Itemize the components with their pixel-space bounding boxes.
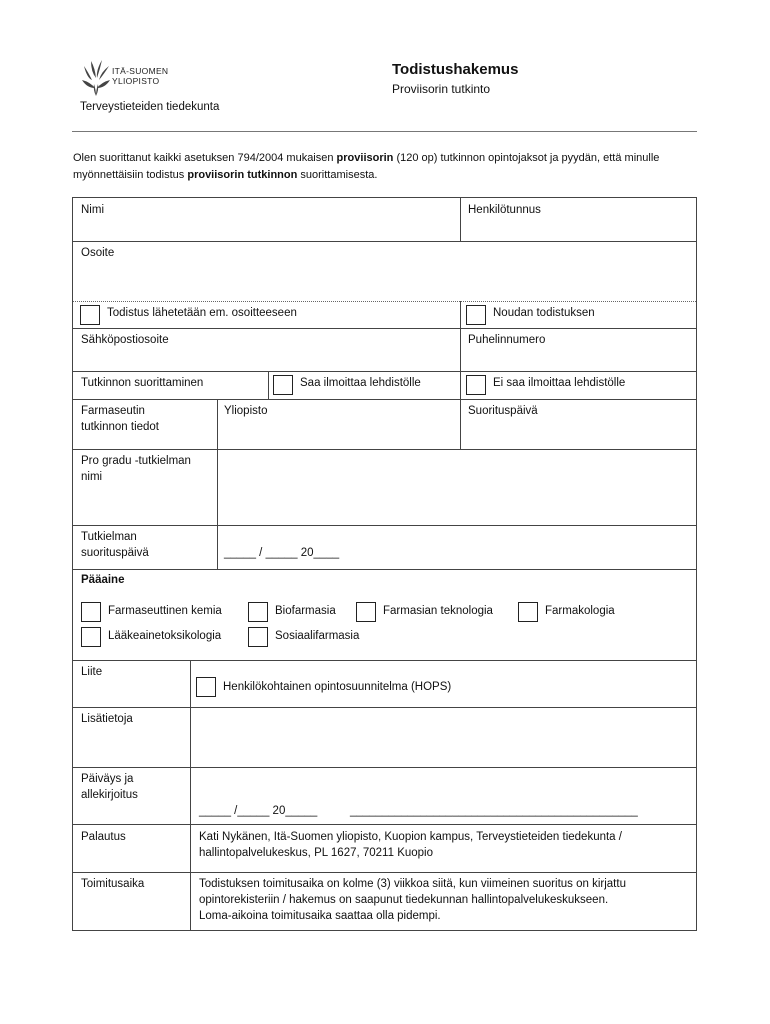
signature-date-field[interactable]: _____ /_____ 20_____ [199,805,318,817]
major-option: Farmakologia [545,605,615,617]
signature-label: Päiväys ja allekirjoitus [81,773,138,801]
col-divider [460,198,461,241]
faculty-name: Terveystieteiden tiedekunta [80,101,220,113]
completion-date-label: Suorituspäivä [468,405,538,417]
thesis-name-label: Pro gradu -tutkielman nimi [81,455,191,483]
row-divider [73,872,696,873]
major-option: Sosiaalifarmasia [275,630,360,642]
major-checkbox[interactable] [518,602,538,622]
row-divider [73,301,696,302]
send-to-address-label: Todistus lähetetään em. osoitteeseen [107,307,297,319]
send-to-address-checkbox[interactable] [80,305,100,325]
ssn-label: Henkilötunnus [468,204,541,216]
col-divider [217,399,218,449]
pharm-degree-label: Farmaseutin tutkinnon tiedot [81,405,160,433]
return-label: Palautus [81,831,126,843]
major-label: Pääaine [81,574,125,586]
major-checkbox[interactable] [81,602,101,622]
major-option: Farmasian teknologia [383,605,493,617]
logo-text: ITÄ-SUOMEN YLIOPISTO [112,66,169,86]
may-publish-checkbox[interactable] [273,375,293,395]
attachment-label: Liite [81,666,103,678]
row-divider [73,660,696,661]
thesis-date-label: Tutkielman suorituspäivä [81,531,149,559]
delivery-time-label: Toimitusaika [81,878,145,890]
name-label: Nimi [81,204,104,216]
pick-up-checkbox[interactable] [466,305,486,325]
row-divider [73,328,696,329]
major-checkbox[interactable] [81,627,101,647]
header-divider [72,131,697,132]
row-divider [73,371,696,372]
signature-field[interactable]: _____________________________________________ [350,805,638,817]
row-divider [73,824,696,825]
phone-label: Puhelinnumero [468,334,546,346]
no-publish-label: Ei saa ilmoittaa lehdistölle [493,377,626,389]
col-divider [460,371,461,449]
no-publish-checkbox[interactable] [466,375,486,395]
hops-checkbox[interactable] [196,677,216,697]
row-divider [73,525,696,526]
major-option: Lääkeainetoksikologia [108,630,222,642]
return-address: Kati Nykänen, Itä-Suomen yliopisto, Kuopion kampus, Terveystieteiden tiedekunta / hallintopalvelukeskus, PL 1627, 70211 Kuopio [199,831,622,859]
email-label: Sähköpostiosoite [81,334,169,346]
col-divider [190,660,191,930]
row-divider [73,449,696,450]
major-checkbox[interactable] [356,602,376,622]
pick-up-label: Noudan todistuksen [493,307,595,319]
row-divider [73,569,696,570]
row-divider [73,767,696,768]
major-checkbox[interactable] [248,627,268,647]
additional-info-label: Lisätietoja [81,713,133,725]
address-label: Osoite [81,247,115,259]
page-subtitle: Proviisorin tutkinto [392,82,491,96]
major-checkbox[interactable] [248,602,268,622]
delivery-time-text: Todistuksen toimitusaika on kolme (3) viikkoa siitä, kun viimeinen suoritus on kirjattu opintorekisteriin / hakemus on saapunut tiedekunnan hallintopalvelukeskukseen. Loma-aikoina toimitusaika saattaa olla pidempi. [199,878,626,922]
major-option: Farmaseuttinen kemia [108,605,222,617]
intro-text: Olen suorittanut kaikki asetuksen 794/2004 mukaisen proviisorin (120 op) tutkinnon opintojaksot ja pyydän, että minulle myönnettäisiin todistus proviisorin tutkinnon suorittamisesta. [73,152,660,181]
col-divider [217,449,218,569]
thesis-date-field[interactable]: _____ / _____ 20____ [224,547,340,559]
page-title: Todistushakemus [392,61,519,78]
col-divider [460,301,461,371]
completion-label: Tutkinnon suorittaminen [81,377,204,389]
may-publish-label: Saa ilmoittaa lehdistölle [300,377,421,389]
hops-label: Henkilökohtainen opintosuunnitelma (HOPS) [223,681,452,693]
row-divider [73,707,696,708]
col-divider [268,371,269,399]
application-form [72,197,697,931]
university-label: Yliopisto [224,405,268,417]
row-divider [73,241,696,242]
row-divider [73,399,696,400]
major-option: Biofarmasia [275,605,336,617]
